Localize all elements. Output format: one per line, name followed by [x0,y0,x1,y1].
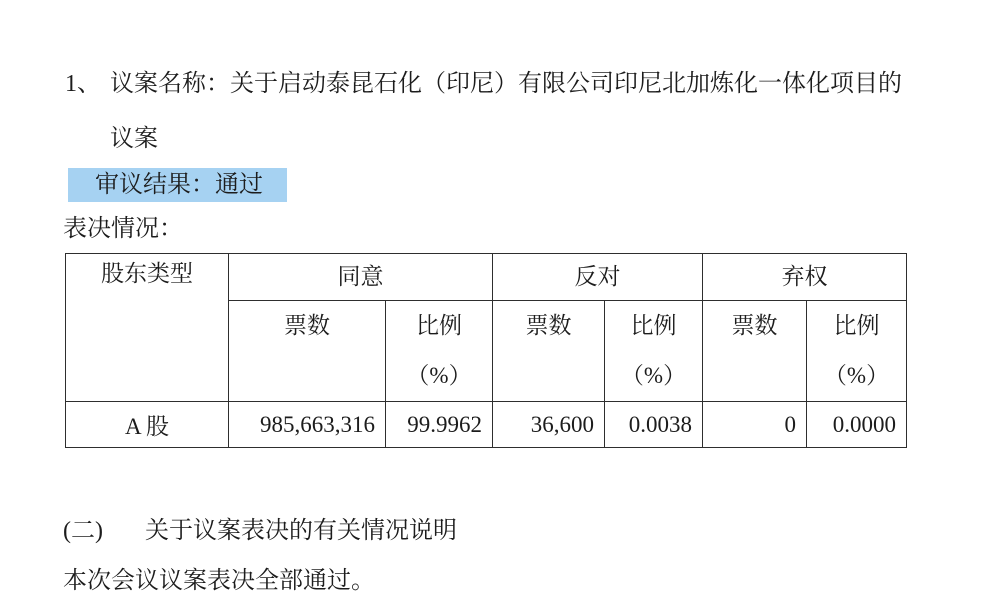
header-group-abstain: 弃权 [703,254,907,301]
table-header-row-groups [66,254,907,301]
cell-agree-ratio: 99.9962 [386,402,493,448]
header-shareholder-type: 股东类型 [66,254,229,402]
notes-section-heading [63,511,1000,551]
ratio-unit: （%） [406,363,472,388]
vote-situation-label: 表决情况： [63,216,183,242]
header-against-ratio [605,301,703,402]
notes-section-number: (二) [63,518,103,544]
notes-section-title: 关于议案表决的有关情况说明 [145,518,457,544]
header-agree-votes: 票数 [229,301,386,402]
header-agree-ratio [386,301,493,402]
table-row-a-share [66,402,907,448]
vote-result-table [65,253,907,448]
review-result-highlight: 审议结果：通过 [68,168,287,202]
review-result-line [68,168,1000,202]
ratio-unit: （%） [823,363,890,388]
cell-abstain-votes: 0 [703,402,807,448]
header-abstain-votes: 票数 [703,301,807,402]
cell-agree-votes: 985,663,316 [229,402,386,448]
header-group-agree: 同意 [229,254,493,301]
cell-against-ratio: 0.0038 [605,402,703,448]
document-page [0,57,1000,603]
header-abstain-ratio [807,301,907,402]
cell-abstain-ratio: 0.0000 [807,402,907,448]
ratio-unit: （%） [620,363,687,388]
ratio-label: 比例 [630,313,677,338]
proposal-title-paragraph [65,57,1000,167]
cell-against-votes: 36,600 [493,402,605,448]
proposal-title-text: 议案名称：关于启动泰昆石化（印尼）有限公司印尼北加炼化一体化项目的议案 [110,71,902,152]
ratio-label: 比例 [416,313,462,338]
notes-body-text: 本次会议议案表决全部通过。 [63,568,375,594]
proposal-number: 1、 [65,71,101,97]
header-against-votes: 票数 [493,301,605,402]
ratio-label: 比例 [833,313,880,338]
cell-shareholder-type: A 股 [66,402,229,448]
header-group-against: 反对 [493,254,703,301]
